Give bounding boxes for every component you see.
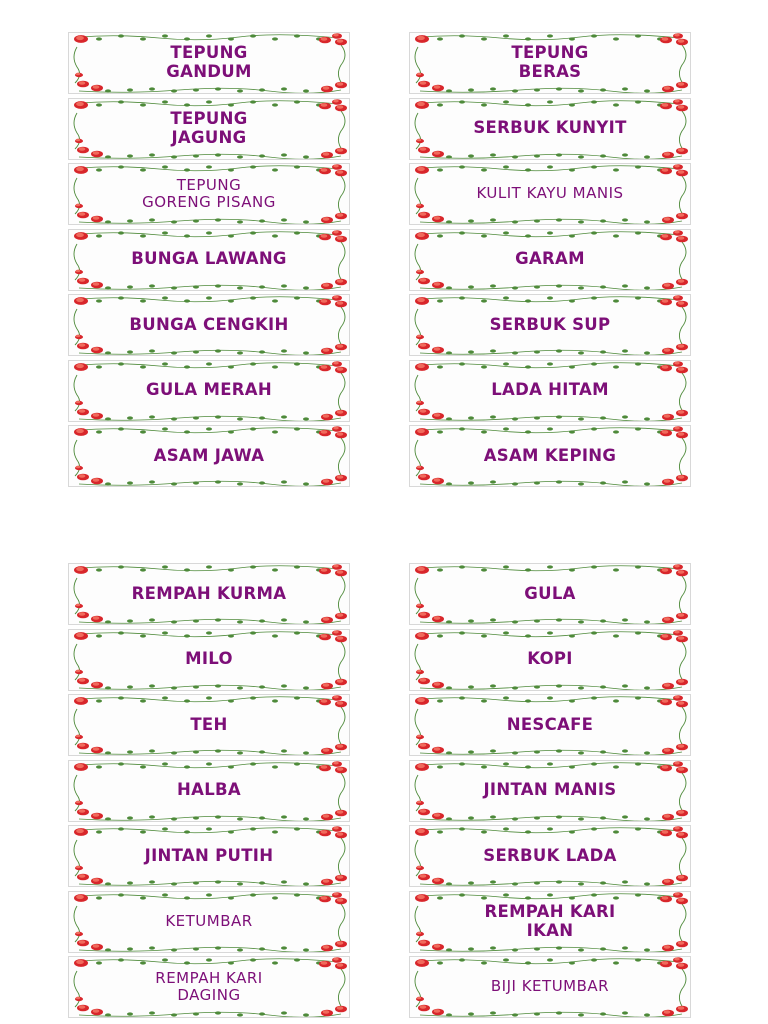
spice-label — [409, 294, 691, 356]
label-text: GARAM — [515, 249, 585, 269]
label-text: REMPAH KURMA — [131, 583, 287, 603]
label-text: SERBUK SUP — [489, 314, 611, 334]
spice-label — [68, 294, 350, 356]
label-text: KULIT KAYU MANIS — [476, 184, 624, 203]
spice-label — [68, 32, 350, 94]
label-text: GULA MERAH — [146, 380, 272, 400]
label-text: JINTAN MANIS — [483, 780, 617, 800]
label-text: MILO — [185, 649, 233, 669]
label-column — [409, 563, 691, 1022]
label-text: ASAM JAWA — [153, 445, 265, 465]
spice-label — [68, 629, 350, 691]
spice-label — [68, 360, 350, 422]
label-text: NESCAFE — [506, 714, 594, 734]
spice-label — [68, 956, 350, 1018]
spice-label — [409, 825, 691, 887]
label-text: JINTAN PUTIH — [144, 845, 274, 865]
spice-label — [68, 98, 350, 160]
spice-label — [409, 563, 691, 625]
label-text: TEPUNG JAGUNG — [170, 108, 248, 147]
label-text: ASAM KEPING — [483, 445, 617, 465]
label-text: TEPUNG GANDUM — [166, 43, 252, 81]
label-text: TEPUNG GORENG PISANG — [142, 175, 276, 211]
label-column — [68, 32, 350, 491]
spice-label — [68, 760, 350, 822]
spice-label — [409, 891, 691, 953]
spice-label — [68, 694, 350, 756]
label-text: TEPUNG BERAS — [511, 43, 589, 81]
spice-label — [68, 563, 350, 625]
spice-label — [68, 825, 350, 887]
spice-label — [409, 360, 691, 422]
spice-label — [409, 163, 691, 225]
label-text: GULA — [524, 583, 576, 603]
spice-label — [409, 32, 691, 94]
label-column — [409, 32, 691, 491]
label-text: LADA HITAM — [491, 380, 609, 400]
label-text: REMPAH KARI IKAN — [484, 901, 616, 940]
spice-label — [409, 425, 691, 487]
label-text: BUNGA LAWANG — [131, 249, 287, 269]
spice-label — [68, 891, 350, 953]
spice-label — [409, 694, 691, 756]
label-text: KOPI — [527, 649, 573, 669]
spice-label — [409, 229, 691, 291]
label-column — [68, 563, 350, 1022]
spice-label — [409, 760, 691, 822]
label-text: SERBUK LADA — [483, 845, 617, 865]
spice-label — [409, 629, 691, 691]
label-text: REMPAH KARI DAGING — [155, 968, 263, 1004]
label-text: BIJI KETUMBAR — [490, 977, 610, 996]
label-text: BUNGA CENGKIH — [129, 314, 289, 334]
spice-label — [68, 229, 350, 291]
label-text: SERBUK KUNYIT — [473, 118, 627, 138]
label-text: KETUMBAR — [165, 911, 253, 930]
spice-label — [68, 425, 350, 487]
spice-label — [68, 163, 350, 225]
spice-label — [409, 98, 691, 160]
label-text: HALBA — [177, 780, 241, 800]
label-text: TEH — [190, 714, 228, 734]
spice-label — [409, 956, 691, 1018]
